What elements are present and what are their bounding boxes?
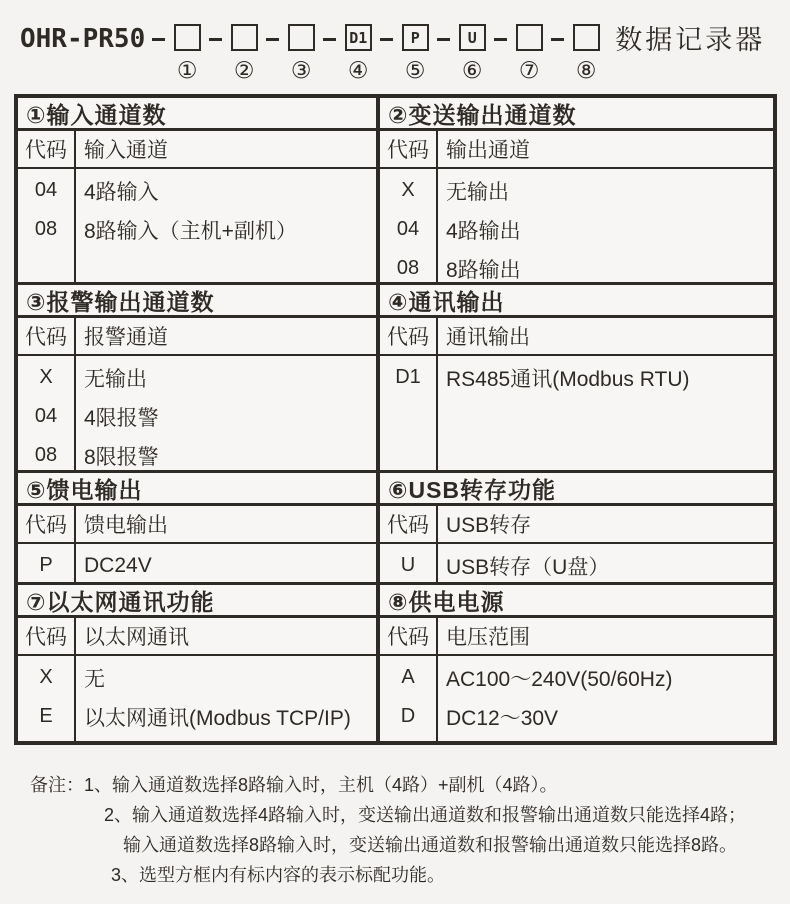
section-data [18, 656, 376, 741]
slot-number-5: ⑤ [404, 57, 426, 83]
desc-cell: USB转存（U盘） [446, 555, 610, 579]
note-line-2: 2、输入通道数选择4路输入时，变送输出通道数和报警输出通道数只能选择4路； [104, 805, 747, 825]
section-title: ②变送输出通道数 [380, 98, 773, 131]
section-title: ①输入通道数 [18, 98, 376, 131]
slot-number-6: ⑥ [461, 57, 483, 83]
section-data [18, 169, 376, 282]
section-header-row [380, 131, 773, 169]
section-data [18, 544, 376, 582]
section-header-row [380, 618, 773, 656]
code-cell: U [400, 554, 416, 576]
section-alarm-output-channels [18, 285, 380, 473]
option-box-5: P [402, 24, 429, 51]
option-box-3 [288, 24, 315, 51]
section-data [380, 544, 773, 582]
desc-cell: 以太网通讯(Modbus TCP/IP) [84, 706, 351, 730]
section-data [380, 356, 773, 470]
desc-cell: 无输出 [84, 367, 147, 391]
code-header: 代码 [18, 131, 76, 167]
section-header-row [18, 318, 376, 356]
code-cell: X [39, 366, 53, 388]
desc-cell: RS485通讯(Modbus RTU) [446, 367, 690, 391]
code-cell: P [39, 554, 53, 576]
section-comm-output [380, 285, 773, 473]
dash-separator [494, 38, 507, 41]
option-box-2 [231, 24, 258, 51]
desc-header: 以太网通讯 [84, 626, 189, 649]
code-header: 代码 [380, 318, 438, 354]
code-cell: D [400, 705, 416, 727]
notes-body [84, 770, 774, 890]
desc-header: 输出通道 [446, 139, 530, 162]
desc-cell: 4限报警 [84, 406, 159, 430]
dash-separator [266, 38, 279, 41]
desc-cell: 8路输出 [446, 258, 521, 282]
desc-cell: DC12～30V [446, 706, 559, 730]
code-cell: D1 [395, 366, 421, 388]
desc-header: 通讯输出 [446, 326, 530, 349]
dash-separator [209, 38, 222, 41]
code-slot-7 [514, 24, 544, 83]
code-slot-2 [229, 24, 259, 83]
desc-header: 电压范围 [446, 626, 530, 649]
product-name: 数据记录器 [615, 25, 766, 55]
code-header: 代码 [380, 131, 438, 167]
section-power-supply [380, 585, 773, 741]
section-ethernet-comm [18, 585, 380, 741]
code-slot-4 [343, 24, 373, 83]
desc-cell: AC100～240V(50/60Hz) [446, 667, 673, 691]
code-header: 代码 [380, 506, 438, 542]
section-data [380, 656, 773, 741]
code-cell: 08 [34, 218, 58, 240]
section-header-row [380, 318, 773, 356]
section-header-row [18, 618, 376, 656]
code-slot-3 [286, 24, 316, 83]
section-title: ⑥USB转存功能 [380, 473, 773, 506]
dash-separator [152, 38, 165, 41]
desc-cell: 4路输入 [84, 180, 159, 204]
note-line-3: 3、选型方框内有标内容的表示标配功能。 [111, 865, 446, 885]
dash-separator [380, 38, 393, 41]
slot-number-7: ⑦ [518, 57, 540, 83]
note-line-2-continued: 输入通道数选择8路输入时，变送输出通道数和报警输出通道数只能选择8路。 [123, 835, 738, 855]
code-cell: 04 [396, 218, 420, 240]
desc-header: 馈电输出 [84, 514, 168, 537]
notes-label: 备注： [30, 775, 84, 795]
section-title: ③报警输出通道数 [18, 285, 376, 318]
code-cell: 08 [396, 257, 420, 279]
option-box-1 [174, 24, 201, 51]
code-header: 代码 [18, 618, 76, 654]
code-slot-5 [400, 24, 430, 83]
option-box-7 [516, 24, 543, 51]
section-header-row [380, 506, 773, 544]
section-data [380, 169, 773, 282]
slot-number-3: ③ [290, 57, 312, 83]
desc-cell: 8限报警 [84, 445, 159, 469]
code-cell: E [39, 705, 53, 727]
section-title: ⑧供电电源 [380, 585, 773, 618]
model-selection-table [14, 94, 777, 745]
option-box-4: D1 [345, 24, 372, 51]
desc-cell: DC24V [84, 553, 152, 577]
section-title: ④通讯输出 [380, 285, 773, 318]
code-cell: 08 [34, 444, 58, 466]
code-slot-8 [571, 24, 601, 83]
section-title: ⑤馈电输出 [18, 473, 376, 506]
section-usb-transfer [380, 473, 773, 585]
desc-header: 报警通道 [84, 326, 168, 349]
model-prefix: OHR-PR50 [20, 24, 146, 54]
slot-number-8: ⑧ [575, 57, 597, 83]
dash-separator [437, 38, 450, 41]
dash-separator [551, 38, 564, 41]
code-cell: 04 [34, 405, 58, 427]
desc-cell: 4路输出 [446, 219, 521, 243]
section-power-feed-output [18, 473, 380, 585]
dash-separator [323, 38, 336, 41]
option-box-6: U [459, 24, 486, 51]
code-header: 代码 [18, 318, 76, 354]
model-code-row [0, 0, 790, 83]
desc-header: USB转存 [446, 514, 532, 537]
desc-cell: 8路输入（主机+副机） [84, 219, 297, 243]
code-header: 代码 [18, 506, 76, 542]
code-cell: X [39, 666, 53, 688]
slot-number-2: ② [233, 57, 255, 83]
section-title: ⑦以太网通讯功能 [18, 585, 376, 618]
desc-cell: 无 [84, 667, 105, 691]
code-slot-1 [172, 24, 202, 83]
desc-cell: 无输出 [446, 180, 509, 204]
section-transmit-output-channels [380, 98, 773, 285]
option-box-8 [573, 24, 600, 51]
code-slot-6 [457, 24, 487, 83]
slot-number-1: ① [176, 57, 198, 83]
section-input-channels [18, 98, 380, 285]
section-header-row [18, 131, 376, 169]
section-data [18, 356, 376, 470]
section-header-row [18, 506, 376, 544]
slot-number-4: ④ [347, 57, 369, 83]
notes-block [30, 770, 774, 890]
note-line-1: 1、输入通道数选择8路输入时，主机（4路）+副机（4路）。 [84, 775, 558, 795]
desc-header: 输入通道 [84, 139, 168, 162]
code-cell: X [401, 179, 415, 201]
code-cell: 04 [34, 179, 58, 201]
code-cell: A [401, 666, 415, 688]
code-header: 代码 [380, 618, 438, 654]
